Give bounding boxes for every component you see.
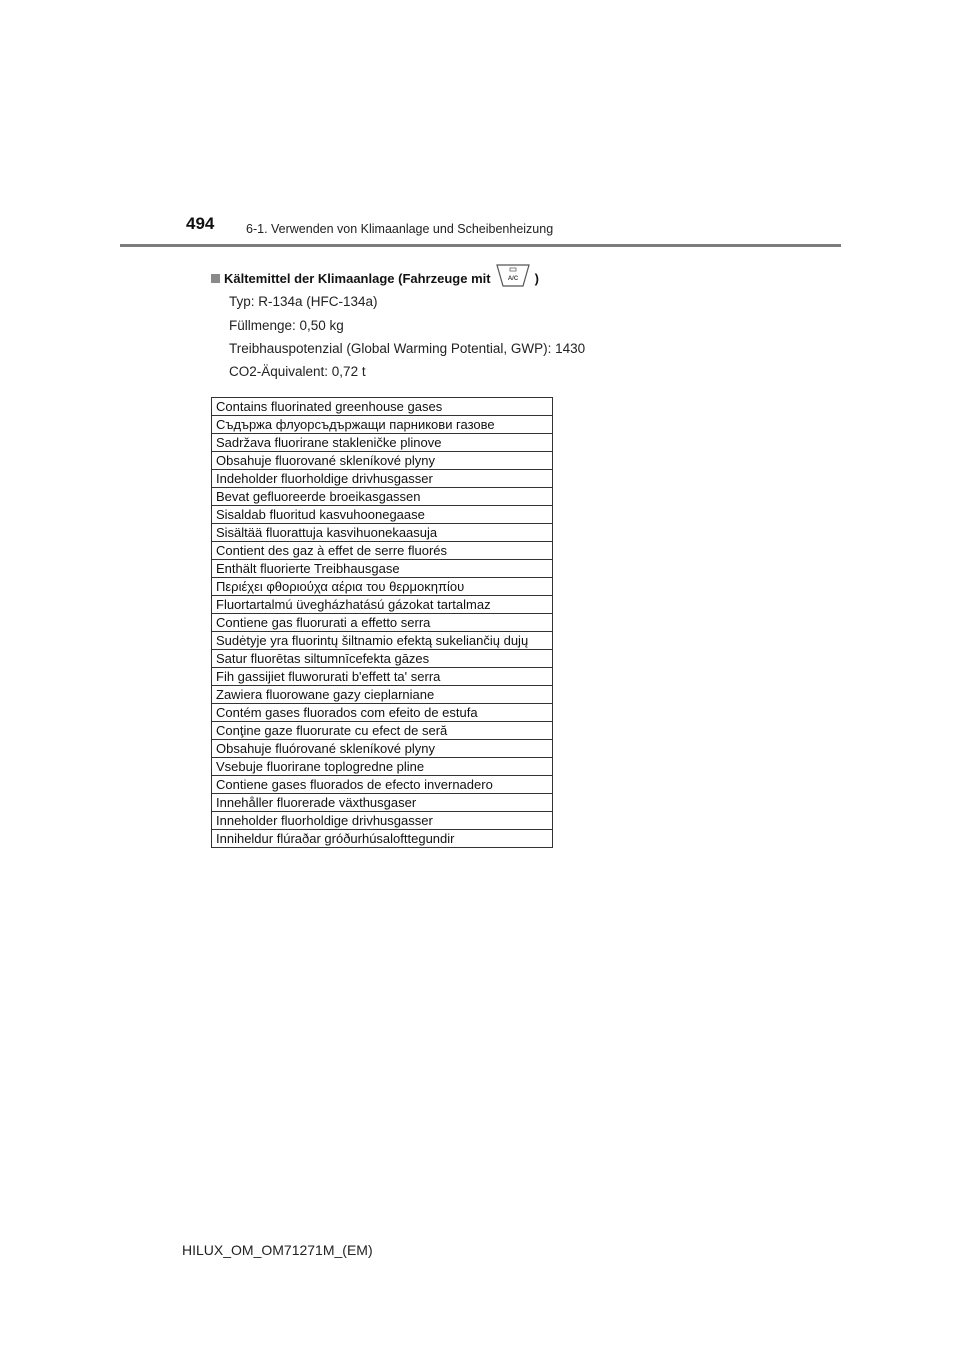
- refrigerant-heading-close: ): [534, 270, 539, 286]
- table-cell: Satur fluorētas siltumnīcefekta gāzes: [212, 650, 553, 668]
- table-row: [212, 632, 553, 650]
- table-cell: Inneholder fluorholdige drivhusgasser: [212, 812, 553, 830]
- table-cell: Enthält fluorierte Treibhausgase: [212, 560, 553, 578]
- table-cell: Zawiera fluorowane gazy cieplarniane: [212, 686, 553, 704]
- refrigerant-gwp: Treibhauspotenzial (Global Warming Potential, GWP): 1430: [229, 341, 586, 356]
- table-cell: Contém gases fluorados com efeito de estufa: [212, 704, 553, 722]
- table-row: [212, 812, 553, 830]
- document-id: HILUX_OM_OM71271M_(EM): [182, 1242, 373, 1258]
- svg-text:A/C: A/C: [507, 276, 518, 282]
- table-cell: Conţine gaze fluorurate cu efect de seră: [212, 722, 553, 740]
- table-row: [212, 416, 553, 434]
- table-cell: Contains fluorinated greenhouse gases: [212, 398, 553, 416]
- table-cell: Sudėtyje yra fluorintų šiltnamio efektą sukeliančių dujų: [212, 632, 553, 650]
- table-cell: Bevat gefluoreerde broeikasgassen: [212, 488, 553, 506]
- table-cell: Indeholder fluorholdige drivhusgasser: [212, 470, 553, 488]
- table-row: [212, 560, 553, 578]
- table-cell: Contiene gases fluorados de efecto invernadero: [212, 776, 553, 794]
- table-cell: Sisaldab fluoritud kasvuhoonegaase: [212, 506, 553, 524]
- fluorinated-gas-table: [211, 397, 553, 848]
- table-cell: Obsahuje fluórované skleníkové plyny: [212, 740, 553, 758]
- table-row: [212, 452, 553, 470]
- table-row: [212, 506, 553, 524]
- table-row: [212, 776, 553, 794]
- table-row: [212, 596, 553, 614]
- table-cell: Contient des gaz à effet de serre fluorés: [212, 542, 553, 560]
- bullet-square-icon: [211, 274, 220, 283]
- ac-button-icon: [495, 262, 531, 288]
- table-row: [212, 686, 553, 704]
- table-row: [212, 650, 553, 668]
- refrigerant-co2: CO2-Äquivalent: 0,72 t: [229, 364, 366, 379]
- table-row: [212, 740, 553, 758]
- table-cell: Съдържа флуорсъдържащи парникови газове: [212, 416, 553, 434]
- table-cell: Sisältää fluorattuja kasvihuonekaasuja: [212, 524, 553, 542]
- header-rule: [120, 244, 841, 247]
- table-cell: Vsebuje fluorirane toplogredne pline: [212, 758, 553, 776]
- refrigerant-amount: Füllmenge: 0,50 kg: [229, 318, 344, 333]
- table-cell: Obsahuje fluorované skleníkové plyny: [212, 452, 553, 470]
- table-cell: Sadržava fluorirane stakleničke plinove: [212, 434, 553, 452]
- table-cell: Contiene gas fluorurati a effetto serra: [212, 614, 553, 632]
- table-row: [212, 722, 553, 740]
- table-row: [212, 578, 553, 596]
- refrigerant-heading-text: Kältemittel der Klimaanlage (Fahrzeuge mit: [224, 270, 491, 286]
- table-row: [212, 830, 553, 848]
- table-cell: Περιέχει φθοριούχα αέρια του θερμοκηπίου: [212, 578, 553, 596]
- table-row: [212, 470, 553, 488]
- table-cell: Fluortartalmú üvegházhatású gázokat tartalmaz: [212, 596, 553, 614]
- table-row: [212, 668, 553, 686]
- table-row: [212, 704, 553, 722]
- table-row: [212, 614, 553, 632]
- table-row: [212, 434, 553, 452]
- table-row: [212, 398, 553, 416]
- refrigerant-type: Typ: R-134a (HFC-134a): [229, 294, 378, 309]
- table-row: [212, 488, 553, 506]
- refrigerant-heading: [211, 268, 539, 288]
- table-cell: Inniheldur flúraðar gróðurhúsalofttegundir: [212, 830, 553, 848]
- table-row: [212, 524, 553, 542]
- table-cell: Fih gassijiet fluworurati b'effett ta' serra: [212, 668, 553, 686]
- section-title: 6-1. Verwenden von Klimaanlage und Scheibenheizung: [246, 222, 554, 236]
- page-number: 494: [186, 214, 215, 233]
- table-row: [212, 758, 553, 776]
- table-row: [212, 542, 553, 560]
- table-cell: Innehåller fluorerade växthusgaser: [212, 794, 553, 812]
- table-row: [212, 794, 553, 812]
